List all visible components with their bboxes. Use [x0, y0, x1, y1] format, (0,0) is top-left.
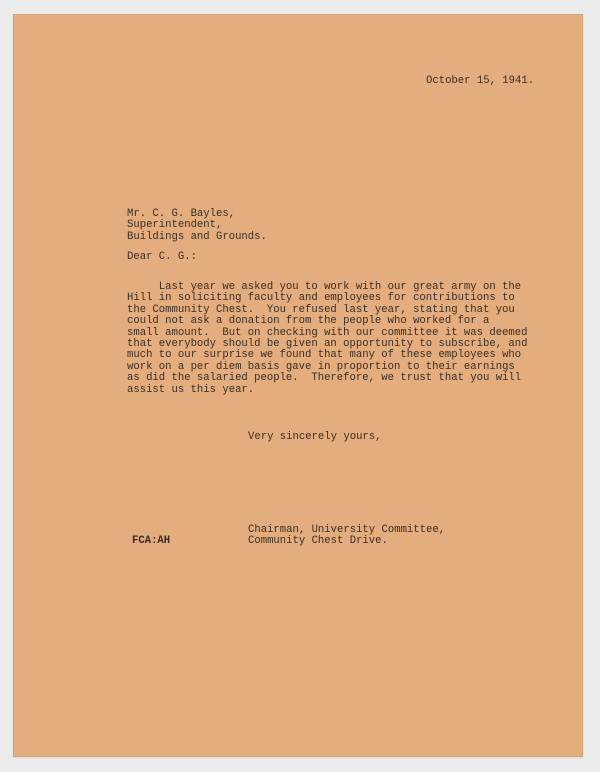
body-line: could not ask a donation from the people who worked for a [127, 315, 490, 328]
body-line: as did the salaried people. Therefore, we trust that you will [127, 372, 522, 385]
recipient-title: Superintendent, [127, 219, 223, 232]
letter-page [13, 14, 583, 757]
body-line: that everybody should be given an opportunity to subscribe, and [127, 338, 528, 351]
body-line: much to our surprise we found that many of these employees who [127, 349, 522, 362]
body-line: work on a per diem basis gave in proportion to their earnings [127, 360, 515, 373]
typist-initials: FCA:AH [132, 535, 171, 547]
letter-body [127, 282, 528, 396]
body-line: the Community Chest. You refused last year, stating that you [127, 303, 515, 316]
signature-block [248, 525, 445, 548]
body-line: small amount. But on checking with our committee it was deemed [127, 326, 528, 339]
letter-date: October 15, 1941. [426, 75, 535, 87]
body-line: assist us this year. [127, 383, 255, 396]
signature-line-2: Community Chest Drive. [248, 535, 388, 548]
body-line: Last year we asked you to work with our great army on the [127, 281, 522, 293]
closing: Very sincerely yours, [248, 431, 382, 443]
salutation: Dear C. G.: [127, 251, 197, 263]
recipient-name: Mr. C. G. Bayles, [127, 208, 236, 220]
body-line: Hill in soliciting faculty and employees for contributions to [127, 292, 515, 305]
recipient-address [127, 209, 267, 243]
recipient-department: Buildings and Grounds. [127, 230, 267, 243]
signature-line-1: Chairman, University Committee, [248, 524, 446, 536]
